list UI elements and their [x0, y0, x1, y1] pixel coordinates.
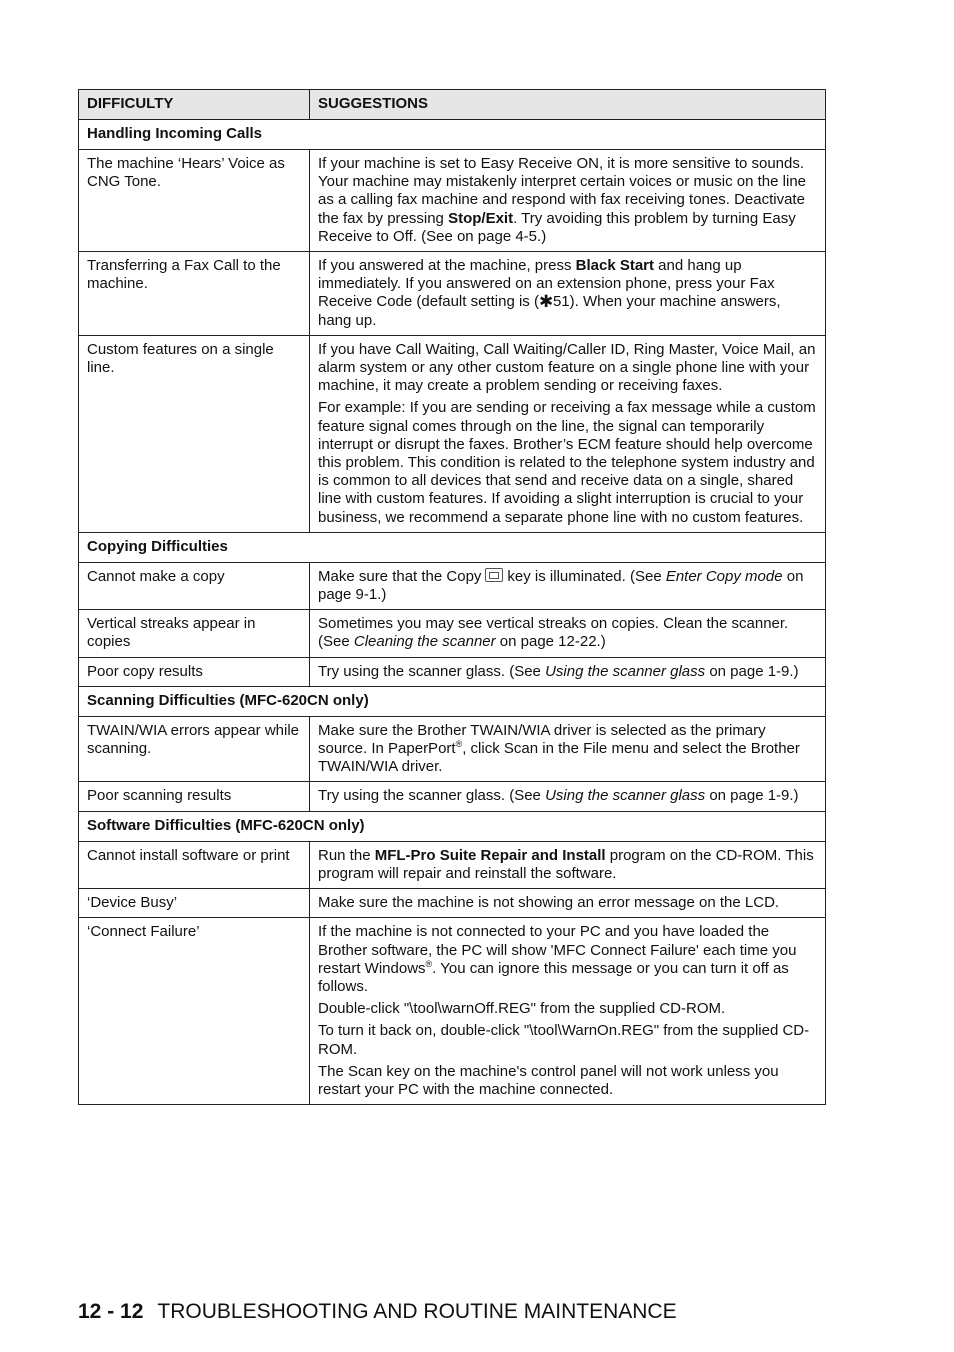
section-title-incoming-calls: Handling Incoming Calls — [79, 120, 826, 150]
table-row — [79, 252, 826, 336]
difficulty-cell: Transferring a Fax Call to the machine. — [79, 252, 310, 336]
star-key-icon: ✱ — [538, 292, 554, 312]
cross-reference: Using the scanner glass — [545, 662, 706, 680]
section-row — [79, 532, 826, 562]
table-row — [79, 918, 826, 1105]
suggestion-cell: Make sure the machine is not showing an error message on the LCD. — [310, 889, 826, 918]
suggestion-text: Sometimes you may see vertical streaks on copies. Clean the scanner. (See — [318, 615, 789, 651]
table-header-row — [79, 90, 826, 120]
cross-reference: Using the scanner glass — [545, 787, 706, 805]
header-suggestions: SUGGESTIONS — [310, 90, 826, 120]
difficulty-cell: Poor copy results — [79, 657, 310, 686]
suggestion-text: Try using the scanner glass. (See — [318, 662, 546, 680]
cross-reference: Enter Copy mode — [665, 567, 783, 585]
key-name: Stop/Exit — [448, 209, 514, 227]
suggestion-cell — [310, 252, 826, 336]
table-row — [79, 150, 826, 252]
cross-reference: Cleaning the scanner — [353, 633, 496, 651]
difficulty-cell: Cannot install software or print — [79, 841, 310, 888]
suggestion-text: Make sure the Brother TWAIN/WIA driver is selected as the primary source. In PaperPort — [318, 721, 766, 758]
table-row — [79, 657, 826, 686]
suggestion-cell — [310, 562, 826, 609]
table-row — [79, 841, 826, 888]
suggestion-text: 51). When your machine answers, hang up. — [318, 293, 781, 329]
suggestion-text: If your machine is set to Easy Receive ON, it is more sensitive to sounds. Your machine may mistakenly interpret certain voices or music on the line as a calling fax machine and respond with fax receiving tones. Deactivate the fax by pressing — [318, 155, 806, 227]
suggestion-text: on page 1-9.) — [705, 662, 799, 680]
suggestion-cell — [310, 150, 826, 252]
suggestion-text: . You can ignore this message or you can turn it off as follows. — [318, 959, 789, 995]
program-name: MFL-Pro Suite Repair and Install — [374, 846, 606, 864]
difficulty-cell: ‘Connect Failure’ — [79, 918, 310, 1105]
table-row — [79, 335, 826, 532]
registered-mark: ® — [455, 739, 463, 750]
suggestion-text: If the machine is not connected to your PC and you have loaded the Brother software, the PC will show 'MFC Connect Failure' each time you restart Windows — [318, 923, 797, 977]
suggestion-text: Run the — [318, 846, 375, 864]
section-row — [79, 686, 826, 716]
page-number: 12 - 12 — [78, 1300, 144, 1323]
suggestion-text: on page 9-1.) — [318, 567, 804, 604]
suggestion-text: If you answered at the machine, press — [318, 257, 576, 275]
table-row — [79, 562, 826, 609]
suggestion-cell — [310, 716, 826, 782]
suggestion-cell — [310, 841, 826, 888]
table-row — [79, 610, 826, 657]
chapter-title: TROUBLESHOOTING AND ROUTINE MAINTENANCE — [157, 1300, 677, 1323]
suggestion-text: on page 1-9.) — [705, 787, 799, 805]
difficulty-cell: ‘Device Busy’ — [79, 889, 310, 918]
difficulty-cell: The machine ‘Hears’ Voice as CNG Tone. — [79, 150, 310, 252]
header-difficulty: DIFFICULTY — [79, 90, 310, 120]
section-title-scanning: Scanning Difficulties (MFC-620CN only) — [79, 686, 826, 716]
suggestion-cell — [310, 610, 826, 657]
table-row — [79, 889, 826, 918]
section-row — [79, 811, 826, 841]
difficulty-cell: Poor scanning results — [79, 782, 310, 811]
suggestion-text: Make sure that the Copy — [318, 567, 482, 585]
suggestion-text: . Try avoiding this problem by turning Easy Receive to Off. (See on page 4-5.) — [318, 209, 796, 245]
difficulty-cell: Cannot make a copy — [79, 562, 310, 609]
suggestion-cell — [310, 918, 826, 1105]
suggestion-text: and hang up immediately. If you answered on an extension phone, press your Fax Receive Code (default setting is ( — [318, 257, 775, 311]
suggestion-cell — [310, 657, 826, 686]
suggestion-text: key is illuminated. (See — [507, 567, 666, 585]
suggestion-cell — [310, 335, 826, 532]
difficulty-cell: TWAIN/WIA errors appear while scanning. — [79, 716, 310, 782]
section-title-software: Software Difficulties (MFC-620CN only) — [79, 811, 826, 841]
suggestion-text: on page 12-22.) — [495, 633, 606, 651]
difficulty-cell: Custom features on a single line. — [79, 335, 310, 532]
suggestion-text: , click Scan in the File menu and select the Brother TWAIN/WIA driver. — [318, 740, 800, 776]
suggestion-text: Try using the scanner glass. (See — [318, 787, 546, 805]
key-name: Black Start — [575, 257, 655, 275]
registered-mark: ® — [425, 958, 433, 969]
table-row — [79, 782, 826, 811]
section-row — [79, 120, 826, 150]
copy-key-icon — [485, 568, 503, 582]
page-footer — [78, 1300, 677, 1324]
suggestion-paragraph: If you have Call Waiting, Call Waiting/Caller ID, Ring Master, Voice Mail, an alarm system or any other custom feature on a single phone line with your machine, it may create a problem sending or receiving faxes. — [318, 340, 816, 395]
suggestion-paragraph: Double-click "\tool\warnOff.REG" from the supplied CD-ROM. — [318, 1000, 726, 1018]
suggestion-paragraph: To turn it back on, double-click "\tool\WarnOn.REG" from the supplied CD-ROM. — [318, 1022, 810, 1058]
table-row — [79, 716, 826, 782]
difficulty-cell: Vertical streaks appear in copies — [79, 610, 310, 657]
section-title-copying: Copying Difficulties — [79, 532, 826, 562]
suggestion-cell — [310, 782, 826, 811]
suggestion-text: program on the CD-ROM. This program will repair and reinstall the software. — [318, 846, 814, 882]
suggestion-paragraph: The Scan key on the machine's control panel will not work unless you restart your PC with the machine connected. — [318, 1062, 779, 1098]
suggestion-paragraph — [318, 923, 817, 996]
suggestion-paragraph: For example: If you are sending or receiving a fax message while a custom feature signal comes through on the line, the signal can temporarily interrupt or disrupt the faxes. Brother’s ECM feature should help overcome this problem. This condition is related to the telephone system industry and is common to all devices that send and receive data on a single, shared line with custom features. If avoiding a slight interruption is crucial to your business, we recommend a separate phone line with no custom features. — [318, 399, 816, 526]
troubleshooting-table — [78, 89, 826, 1105]
